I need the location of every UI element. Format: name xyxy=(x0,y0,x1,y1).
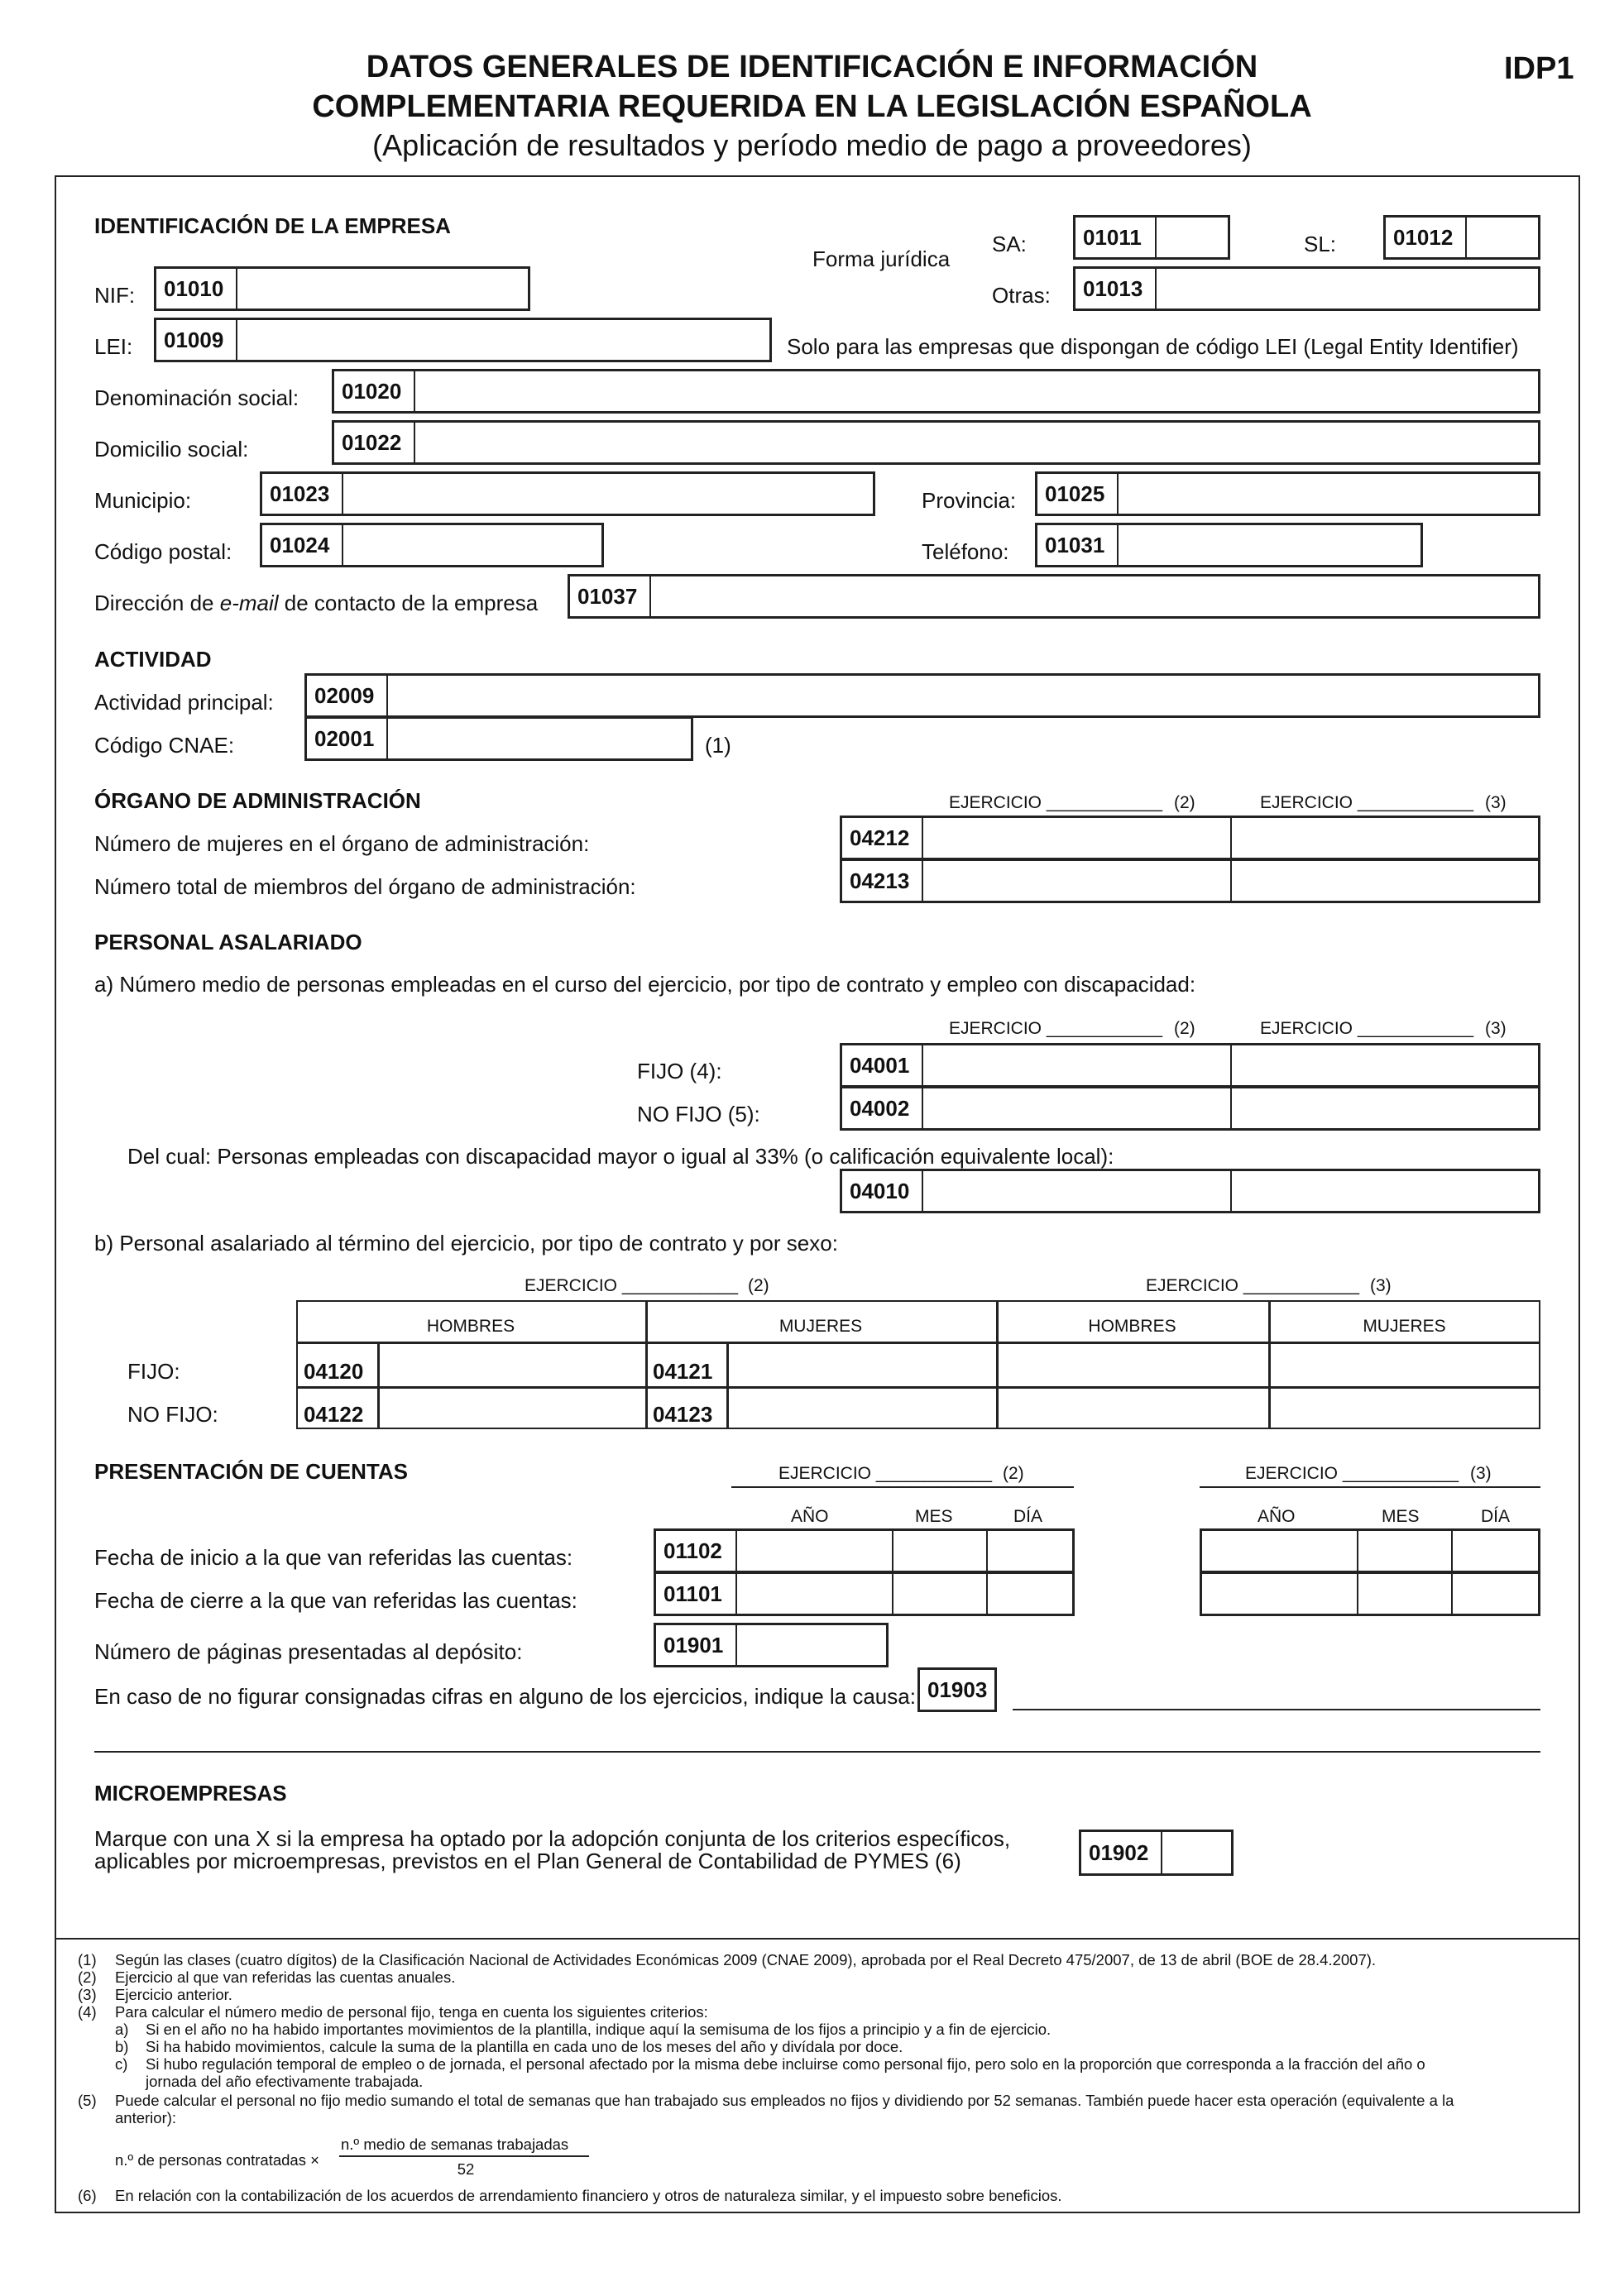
cnae-label: Código CNAE: xyxy=(94,733,235,758)
no-fijo-ej2[interactable] xyxy=(923,1088,1232,1128)
telefono-field[interactable] xyxy=(1035,523,1423,567)
municipio-field[interactable] xyxy=(260,471,875,516)
fijo-ej2[interactable] xyxy=(923,1045,1232,1085)
table-col-divider xyxy=(377,1342,380,1429)
no-fijo-field[interactable] xyxy=(840,1086,1540,1131)
otras-code: 01013 xyxy=(1075,269,1157,309)
title-line-1: DATOS GENERALES DE IDENTIFICACIÓN E INFORMACIÓN xyxy=(366,50,1258,84)
nif-code: 01010 xyxy=(156,269,237,309)
fecha-cierre-ej3-dia[interactable] xyxy=(1453,1574,1538,1614)
domicilio-field[interactable] xyxy=(332,420,1540,465)
codigo-postal-label: Código postal: xyxy=(94,539,232,564)
micro-code: 01902 xyxy=(1081,1832,1162,1873)
cuentas-ej2-rule xyxy=(731,1486,1074,1488)
footnote-5-line-2: anterior): xyxy=(115,2109,177,2126)
fecha-inicio-ej3-dia[interactable] xyxy=(1453,1531,1538,1571)
personal-a-text: a) Número medio de personas empleadas en el curso del ejercicio, por tipo de contrato y empleo con discapacidad: xyxy=(94,972,1196,997)
cuentas-ejercicio-3-note: (3) xyxy=(1470,1464,1492,1483)
denominacion-code: 01020 xyxy=(334,371,415,411)
hombres-ej2-header: HOMBRES xyxy=(426,1317,515,1336)
organo-ejercicio-3-note: (3) xyxy=(1485,793,1507,812)
footnote-4a: Si en el año no ha habido importantes movimientos de la plantilla, indique aquí la semisuma de los fijos a principio y a fin de ejercicio. xyxy=(146,2021,1052,2038)
footnote-divider xyxy=(55,1938,1580,1940)
nif-label: NIF: xyxy=(94,283,136,308)
actividad-principal-field[interactable] xyxy=(304,673,1540,718)
fecha-cierre-dia[interactable] xyxy=(988,1574,1072,1614)
lei-field[interactable] xyxy=(154,318,772,362)
fecha-cierre-field[interactable] xyxy=(654,1571,1075,1616)
organo-ejercicio-2-label: EJERCICIO ____________ xyxy=(949,793,1162,812)
lei-note: Solo para las empresas que dispongan de código LEI (Legal Entity Identifier) xyxy=(787,334,1519,359)
table-col-divider xyxy=(726,1342,729,1429)
lei-label: LEI: xyxy=(94,334,133,359)
section-personal-heading: PERSONAL ASALARIADO xyxy=(94,930,362,954)
footnote-4b: Si ha habido movimientos, calcule la suma de la plantilla en cada uno de los meses del año y divídala por doce. xyxy=(146,2038,903,2055)
causa-code: 01903 xyxy=(927,1677,988,1702)
dia-ej3-header: DÍA xyxy=(1481,1507,1511,1526)
footnote-3-number: (3) xyxy=(78,1986,97,2003)
b-ejercicio-3-label: EJERCICIO ____________ xyxy=(1146,1276,1359,1295)
footnote-4c-line-1: Si hubo regulación temporal de empleo o de jornada, el personal afectado por la misma debe incluirse como personal fijo, pero solo en la proporción que corresponda a la fracción del año o xyxy=(146,2055,1425,2073)
formula-fraction-bar xyxy=(339,2155,589,2157)
section-identificacion-heading: IDENTIFICACIÓN DE LA EMPRESA xyxy=(94,213,451,238)
mujeres-organo-label: Número de mujeres en el órgano de administración: xyxy=(94,831,590,856)
b-ejercicio-2-label: EJERCICIO ____________ xyxy=(525,1276,738,1295)
organo-ejercicio-2-note: (2) xyxy=(1174,793,1195,812)
personal-ejercicio-2-label: EJERCICIO ____________ xyxy=(949,1019,1162,1038)
footnote-6: En relación con la contabilización de los acuerdos de arrendamiento financiero y otros de naturaleza similar, y el impuesto sobre beneficios. xyxy=(115,2187,1062,2204)
cuentas-ej3-rule xyxy=(1200,1486,1540,1488)
fecha-cierre-ej3-field[interactable] xyxy=(1200,1571,1540,1616)
actividad-principal-label: Actividad principal: xyxy=(94,690,274,715)
cnae-field[interactable] xyxy=(304,716,693,761)
footnote-4c-letter: c) xyxy=(115,2055,128,2073)
sa-label: SA: xyxy=(992,232,1027,256)
codigo-postal-field[interactable] xyxy=(260,523,604,567)
sl-label: SL: xyxy=(1304,232,1337,256)
footnote-5-line-1: Puede calcular el personal no fijo medio sumando el total de semanas que han trabajado sus empleados no fijos y dividiendo por 52 semanas. También puede hacer esta operación (equivalente a la xyxy=(115,2092,1454,2109)
section-actividad-heading: ACTIVIDAD xyxy=(94,647,212,672)
mujeres-organo-code: 04212 xyxy=(842,818,923,858)
discapacidad-ej3[interactable] xyxy=(1232,1171,1539,1211)
personal-ejercicio-3-label: EJERCICIO ____________ xyxy=(1260,1019,1473,1038)
total-organo-label: Número total de miembros del órgano de administración: xyxy=(94,874,636,899)
section-divider xyxy=(94,1751,1540,1753)
subtitle: (Aplicación de resultados y período medio de pago a proveedores) xyxy=(372,128,1252,162)
hombres-ej3-header: HOMBRES xyxy=(1088,1317,1176,1336)
mujeres-organo-field[interactable] xyxy=(840,816,1540,860)
table-row-divider xyxy=(296,1342,1540,1344)
footnote-4a-letter: a) xyxy=(115,2021,129,2038)
anio-ej3-header: AÑO xyxy=(1258,1507,1296,1526)
fecha-cierre-anio[interactable] xyxy=(737,1574,893,1614)
cuentas-ejercicio-2-label: EJERCICIO ____________ xyxy=(778,1464,992,1483)
no-fijo-ej3[interactable] xyxy=(1232,1088,1539,1128)
email-field[interactable] xyxy=(568,574,1540,619)
cuentas-ejercicio-2-note: (2) xyxy=(1003,1464,1024,1483)
mujeres-organo-ej3[interactable] xyxy=(1232,818,1539,858)
fecha-inicio-ej3-mes[interactable] xyxy=(1358,1531,1453,1571)
provincia-label: Provincia: xyxy=(922,488,1017,513)
fecha-inicio-mes[interactable] xyxy=(893,1531,988,1571)
discapacidad-ej2[interactable] xyxy=(923,1171,1232,1211)
total-organo-field[interactable] xyxy=(840,859,1540,903)
fecha-cierre-mes[interactable] xyxy=(893,1574,988,1614)
form-code: IDP1 xyxy=(1504,51,1574,86)
mes-ej3-header: MES xyxy=(1382,1507,1420,1526)
email-label: Dirección de e-mail de contacto de la empresa xyxy=(94,591,539,615)
b-no-fijo-label: NO FIJO: xyxy=(127,1402,218,1427)
nif-field[interactable] xyxy=(154,266,530,311)
sa-field[interactable] xyxy=(1073,215,1230,260)
discapacidad-field[interactable] xyxy=(840,1169,1540,1213)
fijo-field[interactable] xyxy=(840,1043,1540,1088)
paginas-code: 01901 xyxy=(656,1625,737,1665)
cnae-code: 02001 xyxy=(307,719,388,758)
sl-field[interactable] xyxy=(1383,215,1540,260)
fijo-code: 04001 xyxy=(842,1045,923,1085)
b-fijo-label: FIJO: xyxy=(127,1359,180,1384)
personal-b-text: b) Personal asalariado al término del ejercicio, por tipo de contrato y por sexo: xyxy=(94,1231,838,1256)
personal-ejercicio-3-note: (3) xyxy=(1485,1019,1507,1038)
micro-text-line-2: aplicables por microempresas, previstos en el Plan General de Contabilidad de PYMES (6) xyxy=(94,1849,961,1873)
fijo-ej3[interactable] xyxy=(1232,1045,1539,1085)
forma-juridica-label: Forma jurídica xyxy=(812,246,951,271)
otras-label: Otras: xyxy=(992,283,1051,308)
dia-ej2-header: DÍA xyxy=(1013,1507,1043,1526)
discapacidad-text: Del cual: Personas empleadas con discapacidad mayor o igual al 33% (o calificación equivalente local): xyxy=(127,1144,1114,1169)
personal-ejercicio-2-note: (2) xyxy=(1174,1019,1195,1038)
footnote-3: Ejercicio anterior. xyxy=(115,1986,232,2003)
causa-code-box xyxy=(917,1667,997,1712)
fecha-cierre-ej3-mes[interactable] xyxy=(1358,1574,1453,1614)
section-organo-heading: ÓRGANO DE ADMINISTRACIÓN xyxy=(94,788,421,813)
provincia-code: 01025 xyxy=(1037,474,1119,514)
footnote-4: Para calcular el número medio de personal fijo, tenga en cuenta los siguientes criterios: xyxy=(115,2003,708,2021)
causa-input-line[interactable] xyxy=(1013,1709,1540,1710)
codigo-postal-code: 01024 xyxy=(262,525,343,565)
footnote-5-number: (5) xyxy=(78,2092,97,2109)
actividad-principal-code: 02009 xyxy=(307,676,388,715)
table-row-divider xyxy=(296,1386,1540,1389)
no-fijo-label: NO FIJO (5): xyxy=(637,1102,760,1126)
fecha-cierre-ej3-anio[interactable] xyxy=(1202,1574,1358,1614)
discapacidad-code: 04010 xyxy=(842,1171,923,1211)
micro-checkbox[interactable] xyxy=(1079,1830,1234,1876)
fecha-inicio-label: Fecha de inicio a la que van referidas las cuentas: xyxy=(94,1545,573,1570)
footnote-2-number: (2) xyxy=(78,1968,97,1986)
b-ejercicio-3-note: (3) xyxy=(1370,1276,1392,1295)
cuentas-ejercicio-3-label: EJERCICIO ____________ xyxy=(1245,1464,1459,1483)
footnote-1: Según las clases (cuatro dígitos) de la Clasificación Nacional de Actividades Económicas 2009 (CNAE 2009), aprobada por el Real Decreto 475/2007, de 13 de abril (BOE de 28.4.2007). xyxy=(115,1951,1377,1968)
lei-code: 01009 xyxy=(156,320,237,360)
paginas-label: Número de páginas presentadas al depósito: xyxy=(94,1639,523,1664)
sa-code: 01011 xyxy=(1075,218,1157,257)
no-fijo-code: 04002 xyxy=(842,1088,923,1128)
telefono-code: 01031 xyxy=(1037,525,1119,565)
municipio-code: 01023 xyxy=(262,474,343,514)
formula-left: n.º de personas contratadas × xyxy=(115,2151,319,2169)
code-04123: 04123 xyxy=(653,1402,713,1427)
total-organo-ej3[interactable] xyxy=(1232,861,1539,901)
total-organo-code: 04213 xyxy=(842,861,923,901)
mes-ej2-header: MES xyxy=(915,1507,953,1526)
provincia-field[interactable] xyxy=(1035,471,1540,516)
mujeres-organo-ej2[interactable] xyxy=(923,818,1232,858)
telefono-label: Teléfono: xyxy=(922,539,1009,564)
sl-code: 01012 xyxy=(1386,218,1467,257)
mujeres-ej2-header: MUJERES xyxy=(778,1317,863,1336)
formula-numerator: n.º medio de semanas trabajadas xyxy=(341,2136,569,2153)
footnote-4c-line-2: jornada del año efectivamente trabajada. xyxy=(146,2073,424,2090)
section-micro-heading: MICROEMPRESAS xyxy=(94,1781,287,1806)
cnae-note: (1) xyxy=(705,733,731,758)
footnote-6-number: (6) xyxy=(78,2187,97,2204)
fecha-cierre-code: 01101 xyxy=(656,1574,737,1614)
title-line-2: COMPLEMENTARIA REQUERIDA EN LA LEGISLACIÓN ESPAÑOLA xyxy=(312,89,1312,124)
section-cuentas-heading: PRESENTACIÓN DE CUENTAS xyxy=(94,1459,408,1484)
fecha-inicio-ej3-field[interactable] xyxy=(1200,1528,1540,1573)
formula-denominator: 52 xyxy=(457,2160,475,2178)
email-code: 01037 xyxy=(570,576,651,616)
denominacion-field[interactable] xyxy=(332,369,1540,414)
organo-ejercicio-3-label: EJERCICIO ____________ xyxy=(1260,793,1473,812)
fijo-label: FIJO (4): xyxy=(637,1059,722,1083)
otras-field[interactable] xyxy=(1073,266,1540,311)
domicilio-code: 01022 xyxy=(334,423,415,462)
footnote-4b-letter: b) xyxy=(115,2038,129,2055)
fecha-inicio-code: 01102 xyxy=(656,1531,737,1571)
municipio-label: Municipio: xyxy=(94,488,192,513)
code-04121: 04121 xyxy=(653,1359,713,1384)
code-04122: 04122 xyxy=(304,1402,364,1427)
fecha-inicio-dia[interactable] xyxy=(988,1531,1072,1571)
paginas-field[interactable] xyxy=(654,1623,889,1667)
b-ejercicio-2-note: (2) xyxy=(748,1276,769,1295)
fecha-inicio-field[interactable] xyxy=(654,1528,1075,1573)
fecha-inicio-anio[interactable] xyxy=(737,1531,893,1571)
total-organo-ej2[interactable] xyxy=(923,861,1232,901)
footnote-1-number: (1) xyxy=(78,1951,97,1968)
micro-text-line-1: Marque con una X si la empresa ha optado por la adopción conjunta de los criterios específicos, xyxy=(94,1826,1011,1851)
domicilio-label: Domicilio social: xyxy=(94,437,249,462)
footnote-2: Ejercicio al que van referidas las cuentas anuales. xyxy=(115,1968,456,1986)
footnote-4-number: (4) xyxy=(78,2003,97,2021)
mujeres-ej3-header: MUJERES xyxy=(1363,1317,1446,1336)
code-04120: 04120 xyxy=(304,1359,364,1384)
fecha-inicio-ej3-anio[interactable] xyxy=(1202,1531,1358,1571)
denominacion-label: Denominación social: xyxy=(94,385,299,410)
causa-label: En caso de no figurar consignadas cifras en alguno de los ejercicios, indique la causa: xyxy=(94,1684,916,1709)
anio-ej2-header: AÑO xyxy=(791,1507,829,1526)
fecha-cierre-label: Fecha de cierre a la que van referidas las cuentas: xyxy=(94,1588,577,1613)
